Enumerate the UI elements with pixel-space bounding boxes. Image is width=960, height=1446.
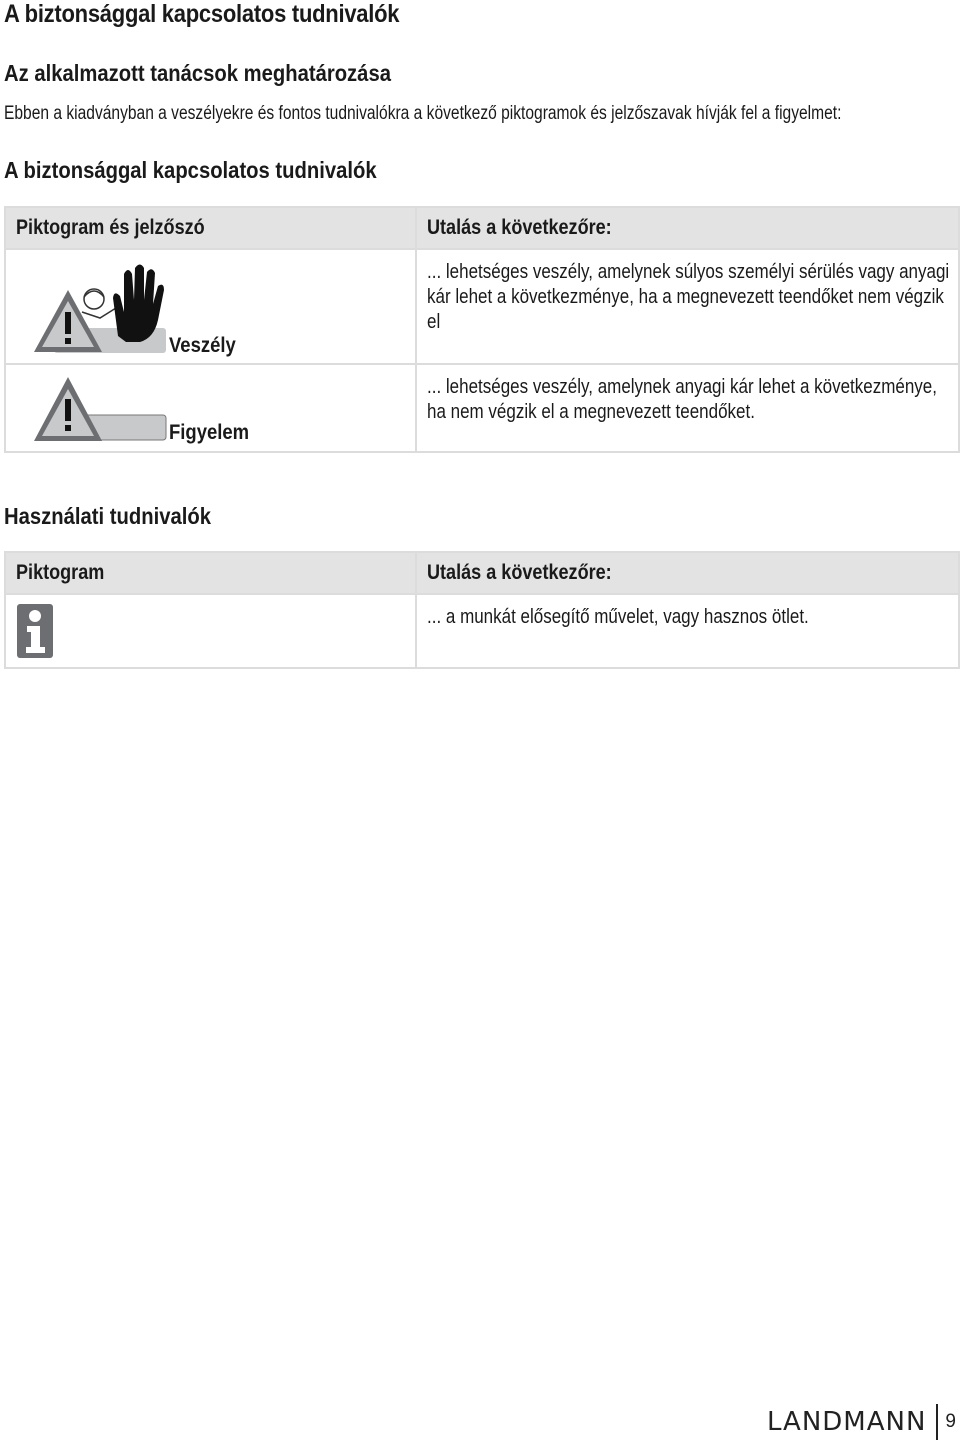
caution-description-cell xyxy=(416,364,959,452)
caution-description: ... lehetséges veszély, amelynek anyagi kár lehet a következménye, ha nem végzik el a megnevezett teendőket. xyxy=(427,376,937,423)
header-reference: Utalás a következőre: xyxy=(416,552,959,594)
page-number: 9 xyxy=(945,1411,956,1432)
header-reference: Utalás a következőre: xyxy=(416,207,959,249)
table-row xyxy=(5,249,959,364)
info-description-cell xyxy=(416,594,959,668)
table-row xyxy=(5,594,959,668)
danger-pictogram-cell xyxy=(5,249,416,364)
danger-description-cell xyxy=(416,249,959,364)
info-icon xyxy=(16,603,56,659)
intro-text: Ebben a kiadványban a veszélyekre és fontos tudnivalókra a következő piktogramok és jelzőszavak hívják fel a figyelmet: xyxy=(4,103,842,124)
info-pictogram-cell xyxy=(5,594,416,668)
signal-word-caution: Figyelem xyxy=(169,421,250,444)
table-row xyxy=(5,364,959,452)
page-footer xyxy=(767,1404,960,1440)
page-title: A biztonsággal kapcsolatos tudnivalók xyxy=(4,0,400,28)
header-pictogram: Piktogram xyxy=(5,552,416,594)
safety-section-title: A biztonsággal kapcsolatos tudnivalók xyxy=(4,157,377,183)
table-header-row xyxy=(5,207,959,249)
info-description: ... a munkát elősegítő művelet, vagy hasznos ötlet. xyxy=(427,606,809,628)
caution-pictogram-cell xyxy=(5,364,416,452)
usage-table xyxy=(4,551,960,669)
safety-table xyxy=(4,206,960,453)
signal-word-danger: Veszély xyxy=(169,334,236,357)
page-subtitle: Az alkalmazott tanácsok meghatározása xyxy=(4,60,391,86)
caution-warning-icon xyxy=(20,375,168,445)
usage-section-title: Használati tudnivalók xyxy=(4,503,211,529)
table-header-row xyxy=(5,552,959,594)
header-pictogram-signal: Piktogram és jelzőszó xyxy=(5,207,416,249)
danger-description: ... lehetséges veszély, amelynek súlyos személyi sérülés vagy anyagi kár lehet a következménye, ha a megnevezett teendőket nem végzik el xyxy=(427,261,950,333)
brand-logo: LANDMANN xyxy=(766,1407,927,1437)
danger-hand-warning-icon xyxy=(20,260,168,360)
